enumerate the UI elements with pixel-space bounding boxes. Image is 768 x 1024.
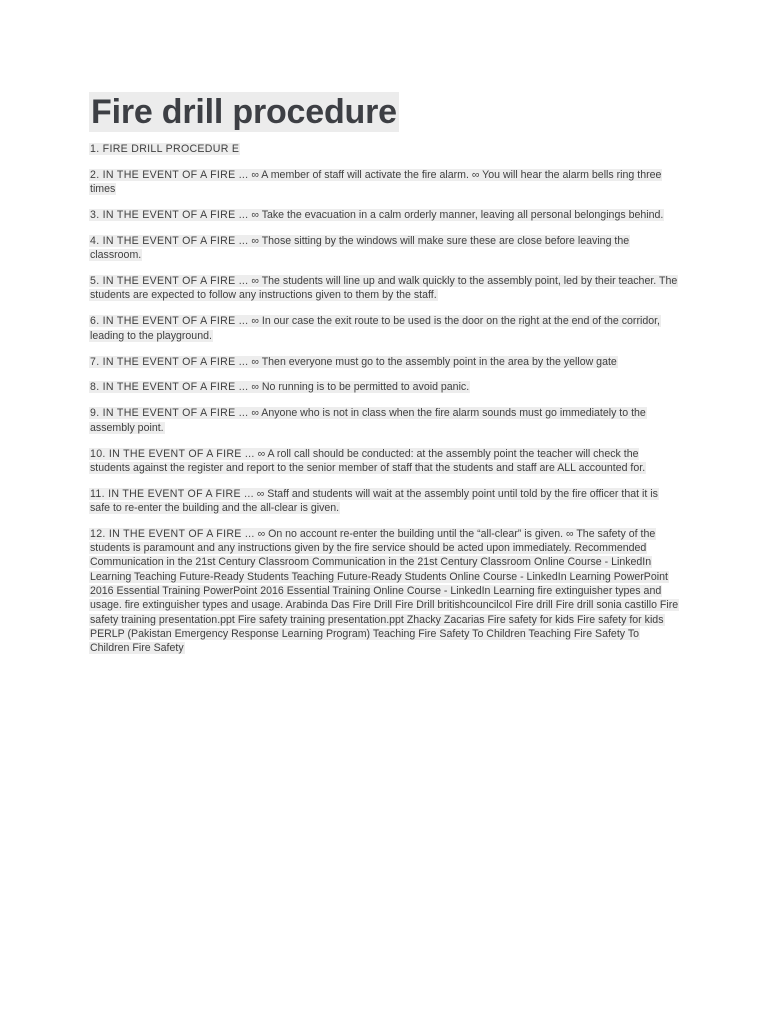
item-text: ∞ Anyone who is not in class when the fire alarm sounds must go immediately to the assembly point.	[90, 407, 646, 434]
list-item	[89, 208, 679, 222]
item-text: ∞ On no account re-enter the building until the “all-clear” is given. ∞ The safety of the students is paramount and any instructions given by the fire service should be acted upon immediately. Recommended Communication in the 21st Century Classroom Communication in the 21st Century Classroom Online Course - LinkedIn Learning Teaching Future-Ready Students Teaching Future-Ready Students Online Course - LinkedIn Learning PowerPoint 2016 Essential Training PowerPoint 2016 Essential Training Online Course - LinkedIn Learning fire extinguisher types and usage. fire extinguisher types and usage. Arabinda Das Fire Drill Fire Drill britishcouncilcol Fire drill Fire drill sonia castillo Fire safety training presentation.ppt Fire safety training presentation.ppt Zhacky Zacarias Fire safety for kids Fire safety for kids PERLP (Pakistan Emergency Response Learning Program) Teaching Fire Safety To Children Teaching Fire Safety To Children Fire Safety	[90, 527, 679, 655]
item-heading: 7. IN THE EVENT OF A FIRE ...	[90, 355, 249, 368]
item-text: ∞ Take the evacuation in a calm orderly manner, leaving all personal belongings behind.	[251, 209, 664, 222]
item-heading: 11. IN THE EVENT OF A FIRE ...	[90, 487, 254, 500]
item-heading: 6. IN THE EVENT OF A FIRE ...	[90, 315, 249, 328]
list-item	[89, 355, 679, 369]
list-item	[89, 406, 679, 435]
item-heading: 3. IN THE EVENT OF A FIRE ...	[90, 209, 249, 222]
item-heading: 2. IN THE EVENT OF A FIRE ...	[90, 168, 249, 181]
list-item	[89, 380, 679, 394]
list-item	[89, 274, 679, 303]
list-item	[89, 447, 679, 476]
item-heading: 1. FIRE DRILL PROCEDUR E	[90, 143, 240, 155]
item-heading: 12. IN THE EVENT OF A FIRE ...	[90, 527, 255, 540]
list-item	[89, 168, 679, 197]
list-item	[89, 527, 679, 656]
item-text: ∞ The students will line up and walk quickly to the assembly point, led by their teacher. The students are expected to follow any instructions given to them by the staff.	[90, 275, 678, 302]
item-text: ∞ No running is to be permitted to avoid panic.	[251, 381, 470, 394]
list-item	[89, 487, 679, 516]
item-heading: 9. IN THE EVENT OF A FIRE ...	[90, 407, 249, 420]
item-heading: 5. IN THE EVENT OF A FIRE ...	[90, 275, 249, 288]
procedure-list	[89, 142, 679, 656]
list-item	[89, 314, 679, 343]
item-text: ∞ Then everyone must go to the assembly point in the area by the yellow gate	[251, 355, 617, 368]
list-item	[89, 234, 679, 263]
page-title: Fire drill procedure	[91, 93, 397, 131]
item-heading: 10. IN THE EVENT OF A FIRE ...	[90, 447, 255, 460]
item-text: ∞ A roll call should be conducted: at the assembly point the teacher will check the students against the register and report to the senior member of staff that the students and staff are ALL accounted for.	[90, 447, 646, 474]
item-text: ∞ Those sitting by the windows will make sure these are close before leaving the classroom.	[90, 234, 630, 262]
item-heading: 8. IN THE EVENT OF A FIRE ...	[90, 381, 249, 394]
item-heading: 4. IN THE EVENT OF A FIRE ...	[90, 234, 249, 247]
item-text: ∞ A member of staff will activate the fire alarm. ∞ You will hear the alarm bells ring three times	[90, 168, 662, 196]
item-text: ∞ Staff and students will wait at the assembly point until told by the fire officer that it is safe to re-enter the building and the all-clear is given.	[90, 487, 658, 514]
document-page	[89, 92, 679, 667]
list-item	[89, 142, 679, 156]
item-text: ∞ In our case the exit route to be used is the door on the right at the end of the corridor, leading to the playground.	[90, 315, 660, 342]
